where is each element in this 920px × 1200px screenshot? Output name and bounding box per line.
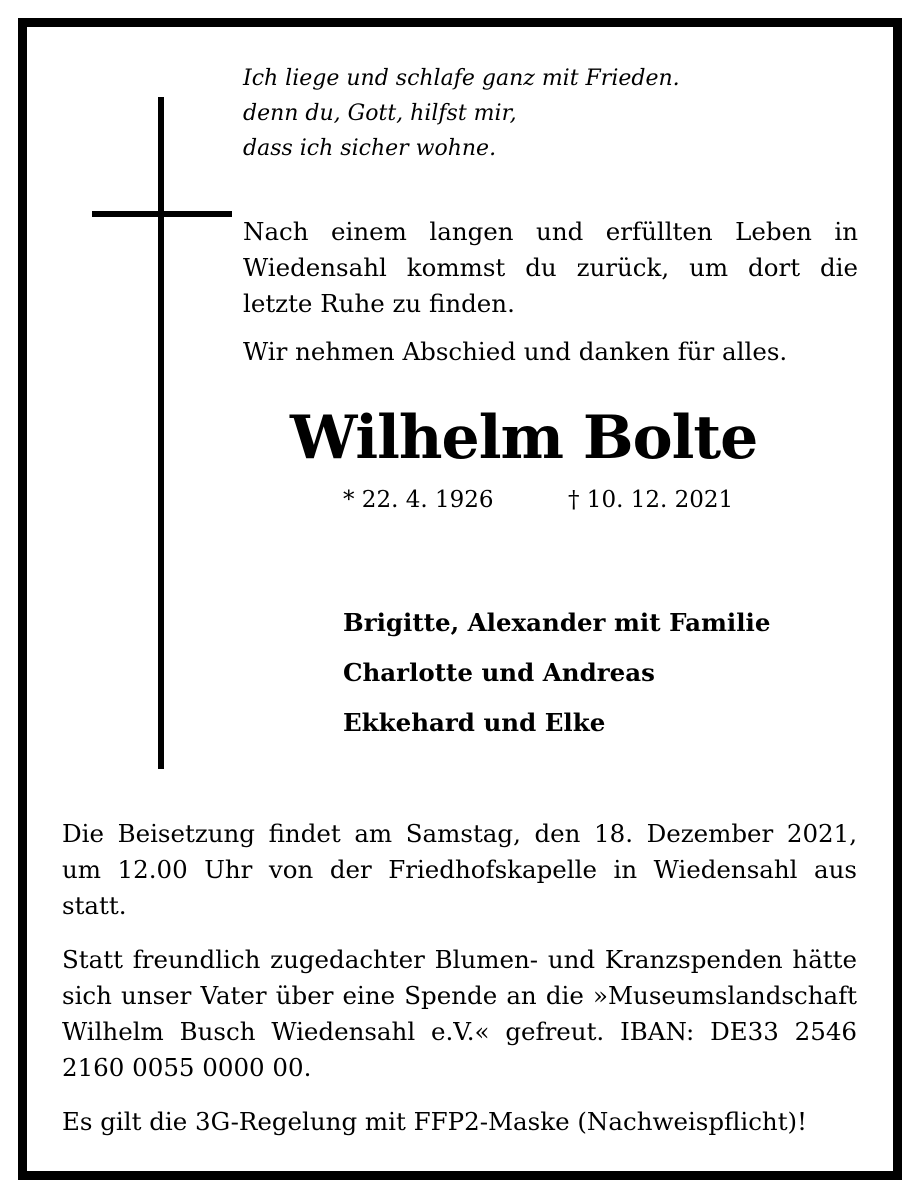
family-list	[343, 598, 770, 748]
iban-text: IBAN: DE33 2546 2160 0055 0000 00.	[62, 1017, 858, 1082]
birth-date: * 22. 4. 1926	[343, 487, 494, 513]
cross-vertical-bar	[158, 97, 164, 769]
family-line: Charlotte und Andreas	[343, 658, 655, 687]
intro-text: Nach einem langen und erfüllten Leben in Wiedensahl kommst du zurück, um dort die letzte Ruhe zu finden.	[243, 217, 858, 318]
family-line: Brigitte, Alexander mit Familie	[343, 608, 771, 637]
family-line: Ekkehard und Elke	[343, 708, 606, 737]
donation-text: Statt freundlich zugedachter Blumen- und Kranzspenden hätte sich unser Vater über eine Spende an die »Museumslandschaft Wilhelm Busch Wiedensahl e.V.« gefreut.	[62, 945, 857, 1046]
life-dates	[343, 482, 734, 518]
cross-horizontal-bar	[92, 211, 232, 217]
deceased-name: Wilhelm Bolte	[290, 403, 758, 473]
covid-rule-notice: Es gilt die 3G-Regelung mit FFP2-Maske (Nachweispflicht)!	[62, 1107, 807, 1136]
verse-line: Ich liege und schlafe ganz mit Frieden.	[243, 66, 680, 91]
verse-line: dass ich sicher wohne.	[243, 136, 497, 161]
death-date: † 10. 12. 2021	[568, 487, 734, 513]
donation-notice	[62, 942, 857, 1086]
burial-notice: Die Beisetzung findet am Samstag, den 18. Dezember 2021, um 12.00 Uhr von der Friedhofskapelle in Wiedensahl aus statt.	[62, 819, 857, 920]
farewell-text: Wir nehmen Abschied und danken für alles.	[243, 337, 788, 366]
verse-line: denn du, Gott, hilfst mir,	[243, 101, 517, 126]
bible-verse	[243, 61, 843, 166]
